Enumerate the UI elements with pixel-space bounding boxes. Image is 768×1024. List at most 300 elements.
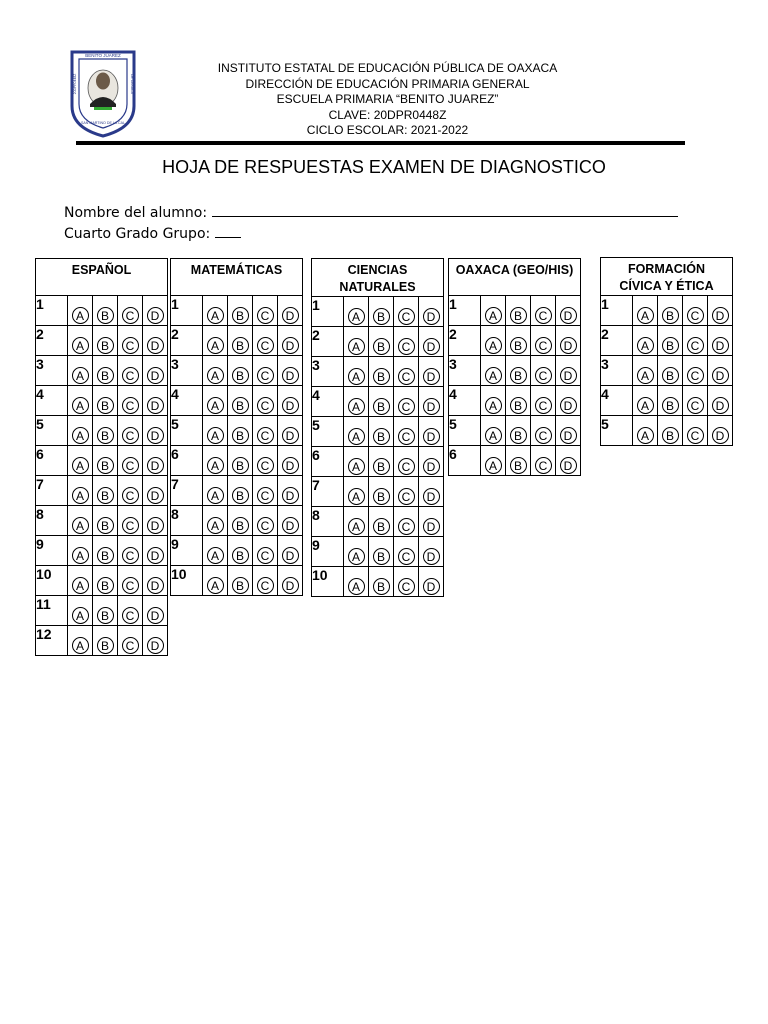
answer-bubble-c[interactable]: C <box>398 548 415 565</box>
option-cell <box>118 296 143 326</box>
answer-bubble-c[interactable]: C <box>687 337 704 354</box>
option-cell <box>253 296 278 326</box>
option-cell <box>118 476 143 506</box>
answer-bubble-d[interactable]: D <box>712 367 729 384</box>
answer-bubble-a[interactable]: A <box>485 337 502 354</box>
question-number: 3 <box>312 357 344 387</box>
option-cell <box>344 297 369 327</box>
answer-bubble-a[interactable]: A <box>207 457 224 474</box>
question-number: 6 <box>36 446 68 476</box>
answer-bubble-b[interactable]: B <box>232 427 249 444</box>
option-cell <box>506 416 531 446</box>
answer-bubble-b[interactable]: B <box>662 427 679 444</box>
answer-bubble-b[interactable]: B <box>373 488 390 505</box>
answer-bubble-a[interactable]: A <box>348 578 365 595</box>
answer-bubble-c[interactable]: C <box>122 427 139 444</box>
answer-bubble-a[interactable]: A <box>485 457 502 474</box>
answer-bubble-b[interactable]: B <box>232 397 249 414</box>
option-cell <box>481 326 506 356</box>
logo-bottom-text: SAN MARTINO DE LA CAL <box>80 121 126 125</box>
answer-bubble-d[interactable]: D <box>423 458 440 475</box>
question-row <box>312 507 444 537</box>
answer-bubble-d[interactable]: D <box>423 398 440 415</box>
option-cell <box>506 446 531 476</box>
option-cell <box>419 537 444 567</box>
option-cell <box>278 446 303 476</box>
grade-group-field[interactable] <box>64 224 241 242</box>
answer-bubble-b[interactable]: B <box>97 517 114 534</box>
answer-bubble-a[interactable]: A <box>485 367 502 384</box>
option-cell <box>228 356 253 386</box>
question-row <box>312 417 444 447</box>
answer-bubble-a[interactable]: A <box>637 397 654 414</box>
answer-bubble-d[interactable]: D <box>147 487 164 504</box>
answer-bubble-a[interactable]: A <box>485 307 502 324</box>
answer-bubble-c[interactable]: C <box>398 368 415 385</box>
option-cell <box>419 297 444 327</box>
option-cell <box>228 476 253 506</box>
question-number: 2 <box>601 326 633 356</box>
answer-bubble-c[interactable]: C <box>257 487 274 504</box>
answer-bubble-a[interactable]: A <box>207 577 224 594</box>
answer-bubble-d[interactable]: D <box>282 307 299 324</box>
answer-bubble-c[interactable]: C <box>257 457 274 474</box>
question-row <box>36 446 168 476</box>
subject-title: FORMACIÓN <box>627 262 706 276</box>
answer-bubble-a[interactable]: A <box>348 488 365 505</box>
question-row <box>312 567 444 597</box>
subject-title: OAXACA (GEO/HIS) <box>455 263 574 277</box>
answer-bubble-b[interactable]: B <box>373 518 390 535</box>
answer-bubble-b[interactable]: B <box>232 547 249 564</box>
option-cell <box>369 357 394 387</box>
question-number: 2 <box>312 327 344 357</box>
answer-bubble-c[interactable]: C <box>122 637 139 654</box>
answer-bubble-c[interactable]: C <box>257 307 274 324</box>
answer-bubble-b[interactable]: B <box>97 367 114 384</box>
question-number: 11 <box>36 596 68 626</box>
option-cell <box>278 386 303 416</box>
answer-bubble-b[interactable]: B <box>662 367 679 384</box>
answer-bubble-a[interactable]: A <box>348 398 365 415</box>
answer-bubble-b[interactable]: B <box>232 577 249 594</box>
answer-bubble-d[interactable]: D <box>147 637 164 654</box>
answer-bubble-a[interactable]: A <box>348 308 365 325</box>
answer-bubble-a[interactable]: A <box>207 307 224 324</box>
option-cell <box>658 296 683 326</box>
answer-bubble-d[interactable]: D <box>282 577 299 594</box>
answer-bubble-b[interactable]: B <box>510 397 527 414</box>
answer-bubble-a[interactable]: A <box>348 458 365 475</box>
answer-bubble-d[interactable]: D <box>560 367 577 384</box>
option-cell <box>708 326 733 356</box>
option-cell <box>369 387 394 417</box>
student-name-field[interactable] <box>64 203 678 221</box>
answer-bubble-b[interactable]: B <box>232 487 249 504</box>
answer-bubble-d[interactable]: D <box>147 577 164 594</box>
answer-bubble-a[interactable]: A <box>72 577 89 594</box>
question-row <box>36 476 168 506</box>
option-cell <box>369 417 394 447</box>
answer-bubble-c[interactable]: C <box>687 427 704 444</box>
question-row <box>449 446 581 476</box>
answer-bubble-b[interactable]: B <box>97 607 114 624</box>
answer-bubble-b[interactable]: B <box>97 337 114 354</box>
answer-bubble-b[interactable]: B <box>97 547 114 564</box>
answer-bubble-c[interactable]: C <box>687 367 704 384</box>
answer-bubble-a[interactable]: A <box>72 487 89 504</box>
question-row <box>601 386 733 416</box>
option-cell <box>344 537 369 567</box>
option-cell <box>556 296 581 326</box>
header-school: ESCUELA PRIMARIA “BENITO JUAREZ” <box>276 92 499 106</box>
answer-bubble-d[interactable]: D <box>147 547 164 564</box>
answer-bubble-d[interactable]: D <box>147 607 164 624</box>
question-row <box>449 416 581 446</box>
answer-table-ciencias <box>311 258 444 597</box>
answer-bubble-a[interactable]: A <box>207 517 224 534</box>
answer-bubble-b[interactable]: B <box>662 397 679 414</box>
answer-bubble-b[interactable]: B <box>232 457 249 474</box>
option-cell <box>143 386 168 416</box>
option-cell <box>143 356 168 386</box>
question-row <box>449 326 581 356</box>
answer-bubble-d[interactable]: D <box>423 308 440 325</box>
answer-bubble-c[interactable]: C <box>257 337 274 354</box>
answer-bubble-a[interactable]: A <box>72 547 89 564</box>
option-cell <box>506 326 531 356</box>
question-number: 7 <box>312 477 344 507</box>
answer-bubble-a[interactable]: A <box>72 367 89 384</box>
answer-table-civica <box>600 257 733 446</box>
question-number: 9 <box>171 536 203 566</box>
option-cell <box>68 506 93 536</box>
subject-title: MATEMÁTICAS <box>190 263 283 277</box>
option-cell <box>344 507 369 537</box>
option-cell <box>394 417 419 447</box>
option-cell <box>68 476 93 506</box>
answer-bubble-c[interactable]: C <box>122 397 139 414</box>
answer-bubble-b[interactable]: B <box>232 337 249 354</box>
answer-bubble-b[interactable]: B <box>373 338 390 355</box>
answer-bubble-a[interactable]: A <box>72 607 89 624</box>
answer-bubble-c[interactable]: C <box>535 457 552 474</box>
option-cell <box>68 566 93 596</box>
answer-bubble-b[interactable]: B <box>373 548 390 565</box>
subject-header-civica <box>601 258 733 296</box>
question-row <box>36 626 168 656</box>
answer-bubble-b[interactable]: B <box>373 458 390 475</box>
answer-bubble-d[interactable]: D <box>147 337 164 354</box>
answer-bubble-d[interactable]: D <box>282 367 299 384</box>
answer-bubble-c[interactable]: C <box>535 397 552 414</box>
answer-bubble-a[interactable]: A <box>72 517 89 534</box>
answer-bubble-d[interactable]: D <box>560 427 577 444</box>
option-cell <box>228 416 253 446</box>
option-cell <box>369 477 394 507</box>
answer-bubble-b[interactable]: B <box>510 307 527 324</box>
answer-bubble-d[interactable]: D <box>560 337 577 354</box>
answer-bubble-b[interactable]: B <box>510 427 527 444</box>
answer-bubble-c[interactable]: C <box>398 338 415 355</box>
answer-bubble-d[interactable]: D <box>147 517 164 534</box>
option-cell <box>531 416 556 446</box>
answer-bubble-a[interactable]: A <box>207 487 224 504</box>
answer-bubble-d[interactable]: D <box>282 457 299 474</box>
answer-bubble-c[interactable]: C <box>122 547 139 564</box>
answer-bubble-d[interactable]: D <box>423 488 440 505</box>
option-cell <box>93 476 118 506</box>
answer-bubble-a[interactable]: A <box>485 427 502 444</box>
option-cell <box>531 386 556 416</box>
option-cell <box>228 566 253 596</box>
answer-bubble-c[interactable]: C <box>535 307 552 324</box>
answer-bubble-b[interactable]: B <box>662 337 679 354</box>
question-row <box>36 566 168 596</box>
question-number: 5 <box>449 416 481 446</box>
answer-bubble-a[interactable]: A <box>637 427 654 444</box>
grade-group-label: Cuarto Grado Grupo: <box>64 226 211 242</box>
answer-bubble-c[interactable]: C <box>122 577 139 594</box>
answer-bubble-d[interactable]: D <box>712 307 729 324</box>
answer-bubble-d[interactable]: D <box>282 547 299 564</box>
answer-bubble-d[interactable]: D <box>147 367 164 384</box>
question-number: 2 <box>36 326 68 356</box>
group-blank[interactable] <box>215 224 241 238</box>
answer-bubble-a[interactable]: A <box>207 367 224 384</box>
answer-bubble-a[interactable]: A <box>485 397 502 414</box>
answer-bubble-a[interactable]: A <box>637 307 654 324</box>
answer-bubble-c[interactable]: C <box>122 337 139 354</box>
answer-bubble-b[interactable]: B <box>97 397 114 414</box>
answer-bubble-a[interactable]: A <box>348 518 365 535</box>
answer-bubble-c[interactable]: C <box>398 458 415 475</box>
answer-bubble-c[interactable]: C <box>535 367 552 384</box>
question-row <box>601 296 733 326</box>
question-row <box>312 327 444 357</box>
option-cell <box>203 386 228 416</box>
answer-bubble-d[interactable]: D <box>560 457 577 474</box>
answer-bubble-c[interactable]: C <box>257 577 274 594</box>
answer-bubble-d[interactable]: D <box>560 307 577 324</box>
question-row <box>601 356 733 386</box>
answer-bubble-b[interactable]: B <box>97 487 114 504</box>
answer-bubble-b[interactable]: B <box>232 367 249 384</box>
answer-bubble-d[interactable]: D <box>712 397 729 414</box>
answer-bubble-c[interactable]: C <box>398 518 415 535</box>
subject-title: ESPAÑOL <box>71 263 132 277</box>
answer-bubble-d[interactable]: D <box>147 427 164 444</box>
answer-bubble-a[interactable]: A <box>637 337 654 354</box>
institution-header <box>150 61 625 139</box>
option-cell <box>253 446 278 476</box>
answer-bubble-a[interactable]: A <box>72 637 89 654</box>
subject-header-ciencias <box>312 259 444 297</box>
answer-bubble-d[interactable]: D <box>282 337 299 354</box>
answer-bubble-c[interactable]: C <box>398 488 415 505</box>
answer-bubble-b[interactable]: B <box>97 427 114 444</box>
answer-bubble-d[interactable]: D <box>147 307 164 324</box>
question-row <box>36 326 168 356</box>
answer-bubble-a[interactable]: A <box>72 307 89 324</box>
option-cell <box>556 326 581 356</box>
answer-bubble-a[interactable]: A <box>207 427 224 444</box>
option-cell <box>278 296 303 326</box>
option-cell <box>506 356 531 386</box>
header-school-year: CICLO ESCOLAR: 2021-2022 <box>306 123 469 137</box>
option-cell <box>68 296 93 326</box>
question-number: 5 <box>601 416 633 446</box>
answer-table-espanol <box>35 258 168 656</box>
answer-bubble-d[interactable]: D <box>282 517 299 534</box>
answer-bubble-b[interactable]: B <box>97 457 114 474</box>
answer-bubble-a[interactable]: A <box>207 337 224 354</box>
question-row <box>171 476 303 506</box>
answer-bubble-a[interactable]: A <box>207 547 224 564</box>
answer-bubble-b[interactable]: B <box>373 398 390 415</box>
page-title: HOJA DE RESPUESTAS EXAMEN DE DIAGNOSTICO <box>162 157 606 177</box>
answer-bubble-b[interactable]: B <box>373 308 390 325</box>
answer-bubble-d[interactable]: D <box>282 397 299 414</box>
answer-bubble-c[interactable]: C <box>257 517 274 534</box>
option-cell <box>394 537 419 567</box>
question-number: 2 <box>171 326 203 356</box>
answer-bubble-c[interactable]: C <box>122 457 139 474</box>
answer-bubble-c[interactable]: C <box>257 367 274 384</box>
answer-bubble-d[interactable]: D <box>560 397 577 414</box>
answer-bubble-d[interactable]: D <box>712 427 729 444</box>
option-cell <box>203 356 228 386</box>
answer-bubble-c[interactable]: C <box>687 307 704 324</box>
answer-bubble-b[interactable]: B <box>510 337 527 354</box>
answer-bubble-b[interactable]: B <box>97 637 114 654</box>
option-cell <box>658 356 683 386</box>
option-cell <box>369 297 394 327</box>
answer-bubble-a[interactable]: A <box>348 368 365 385</box>
answer-bubble-a[interactable]: A <box>637 367 654 384</box>
answer-bubble-c[interactable]: C <box>398 578 415 595</box>
answer-bubble-c[interactable]: C <box>122 307 139 324</box>
answer-bubble-b[interactable]: B <box>662 307 679 324</box>
answer-bubble-c[interactable]: C <box>122 517 139 534</box>
question-row <box>312 387 444 417</box>
option-cell <box>419 507 444 537</box>
answer-bubble-b[interactable]: B <box>373 428 390 445</box>
answer-bubble-a[interactable]: A <box>348 338 365 355</box>
option-cell <box>118 626 143 656</box>
answer-bubble-b[interactable]: B <box>373 578 390 595</box>
answer-bubble-d[interactable]: D <box>423 578 440 595</box>
option-cell <box>228 536 253 566</box>
option-cell <box>369 567 394 597</box>
answer-bubble-a[interactable]: A <box>72 427 89 444</box>
question-row <box>312 447 444 477</box>
answer-bubble-c[interactable]: C <box>687 397 704 414</box>
option-cell <box>658 326 683 356</box>
question-number: 3 <box>171 356 203 386</box>
answer-bubble-d[interactable]: D <box>147 397 164 414</box>
answer-bubble-c[interactable]: C <box>122 607 139 624</box>
answer-bubble-d[interactable]: D <box>147 457 164 474</box>
answer-bubble-b[interactable]: B <box>510 367 527 384</box>
header-direction: DIRECCIÓN DE EDUCACIÓN PRIMARIA GENERAL <box>245 76 530 91</box>
answer-bubble-c[interactable]: C <box>122 487 139 504</box>
answer-bubble-b[interactable]: B <box>510 457 527 474</box>
option-cell <box>143 626 168 656</box>
option-cell <box>531 356 556 386</box>
option-cell <box>203 566 228 596</box>
option-cell <box>203 476 228 506</box>
answer-bubble-b[interactable]: B <box>97 307 114 324</box>
answer-bubble-c[interactable]: C <box>398 308 415 325</box>
question-row <box>449 356 581 386</box>
answer-table-oaxaca <box>448 258 581 476</box>
answer-bubble-d[interactable]: D <box>712 337 729 354</box>
question-number: 10 <box>171 566 203 596</box>
answer-bubble-a[interactable]: A <box>348 548 365 565</box>
answer-bubble-d[interactable]: D <box>282 427 299 444</box>
option-cell <box>68 446 93 476</box>
answer-bubble-c[interactable]: C <box>122 367 139 384</box>
answer-bubble-c[interactable]: C <box>257 427 274 444</box>
answer-bubble-a[interactable]: A <box>72 457 89 474</box>
answer-bubble-d[interactable]: D <box>423 548 440 565</box>
question-row <box>312 297 444 327</box>
option-cell <box>278 416 303 446</box>
header-clave: CLAVE: 20DPR0448Z <box>328 107 447 122</box>
question-row <box>171 356 303 386</box>
answer-bubble-c[interactable]: C <box>535 337 552 354</box>
answer-bubble-d[interactable]: D <box>423 518 440 535</box>
answer-bubble-c[interactable]: C <box>398 428 415 445</box>
answer-bubble-c[interactable]: C <box>535 427 552 444</box>
question-number: 4 <box>36 386 68 416</box>
logo-left-text: 20DPR0448Z <box>73 73 77 95</box>
answer-bubble-a[interactable]: A <box>207 397 224 414</box>
answer-bubble-b[interactable]: B <box>232 517 249 534</box>
option-cell <box>344 567 369 597</box>
answer-bubble-d[interactable]: D <box>423 428 440 445</box>
logo-top-text: BENITO JUAREZ <box>85 53 121 58</box>
answer-bubble-b[interactable]: B <box>97 577 114 594</box>
option-cell <box>556 356 581 386</box>
student-name-blank[interactable] <box>212 203 678 217</box>
subject-header-matematicas <box>171 259 303 296</box>
option-cell <box>253 536 278 566</box>
answer-bubble-d[interactable]: D <box>423 338 440 355</box>
answer-bubble-c[interactable]: C <box>257 397 274 414</box>
answer-bubble-a[interactable]: A <box>72 397 89 414</box>
answer-bubble-a[interactable]: A <box>348 428 365 445</box>
option-cell <box>506 386 531 416</box>
option-cell <box>253 416 278 446</box>
answer-bubble-b[interactable]: B <box>232 307 249 324</box>
answer-bubble-c[interactable]: C <box>257 547 274 564</box>
option-cell <box>93 536 118 566</box>
answer-bubble-d[interactable]: D <box>423 368 440 385</box>
question-row <box>601 416 733 446</box>
question-number: 2 <box>449 326 481 356</box>
answer-bubble-a[interactable]: A <box>72 337 89 354</box>
option-cell <box>253 566 278 596</box>
option-cell <box>93 566 118 596</box>
question-number: 4 <box>449 386 481 416</box>
question-number: 12 <box>36 626 68 656</box>
question-row <box>601 326 733 356</box>
answer-bubble-d[interactable]: D <box>282 487 299 504</box>
answer-bubble-c[interactable]: C <box>398 398 415 415</box>
answer-bubble-b[interactable]: B <box>373 368 390 385</box>
